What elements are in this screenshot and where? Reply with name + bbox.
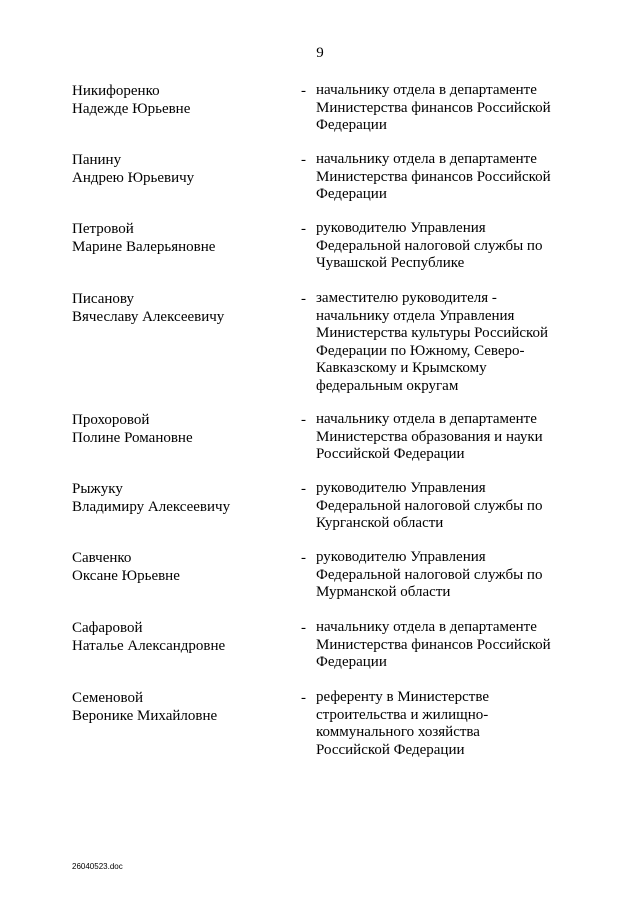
person-given-names: Полине Романовне bbox=[72, 430, 193, 446]
person-name bbox=[72, 82, 292, 118]
person-name bbox=[72, 151, 292, 187]
document-filename: 26040523.doc bbox=[72, 862, 123, 871]
entry-dash: - bbox=[301, 550, 306, 566]
person-surname: Писанову bbox=[72, 291, 134, 307]
position-line: заместителю руководителя - bbox=[316, 290, 497, 306]
position-title bbox=[316, 549, 616, 602]
entry-dash: - bbox=[301, 690, 306, 706]
entry-dash: - bbox=[301, 83, 306, 99]
entry-dash: - bbox=[301, 412, 306, 428]
person-surname: Сафаровой bbox=[72, 620, 143, 636]
person-name bbox=[72, 220, 292, 256]
person-surname: Савченко bbox=[72, 550, 132, 566]
position-title bbox=[316, 82, 616, 135]
person-given-names: Андрею Юрьевичу bbox=[72, 170, 195, 186]
entry-dash: - bbox=[301, 481, 306, 497]
person-name bbox=[72, 549, 292, 585]
position-line: Министерства финансов Российской bbox=[316, 168, 551, 185]
position-title bbox=[316, 411, 616, 464]
person-name bbox=[72, 290, 292, 326]
person-name bbox=[72, 619, 292, 655]
position-line: референту в Министерстве bbox=[316, 689, 489, 705]
entry-dash: - bbox=[301, 620, 306, 636]
person-given-names: Марине Валерьяновне bbox=[72, 239, 216, 255]
position-line: федеральным округам bbox=[316, 377, 459, 394]
position-line: Федерации по Южному, Северо- bbox=[316, 342, 525, 359]
position-line: начальнику отдела Управления bbox=[316, 307, 515, 324]
position-line: Федеральной налоговой службы по bbox=[316, 237, 543, 254]
person-name bbox=[72, 411, 292, 447]
position-title bbox=[316, 290, 616, 395]
person-surname: Никифоренко bbox=[72, 83, 160, 99]
person-given-names: Оксане Юрьевне bbox=[72, 568, 180, 584]
position-line: начальнику отдела в департаменте bbox=[316, 82, 537, 98]
position-line: Федеральной налоговой службы по bbox=[316, 497, 543, 514]
position-line: Российской Федерации bbox=[316, 446, 465, 462]
person-name bbox=[72, 689, 292, 725]
position-line: Министерства финансов Российской bbox=[316, 99, 551, 116]
position-line: Курганской области bbox=[316, 515, 444, 531]
position-line: начальнику отдела в департаменте bbox=[316, 151, 537, 167]
position-title bbox=[316, 220, 616, 273]
position-line: руководителю Управления bbox=[316, 549, 486, 565]
person-surname: Рыжуку bbox=[72, 481, 123, 497]
position-title bbox=[316, 480, 616, 533]
position-line: Федеральной налоговой службы по bbox=[316, 566, 543, 583]
person-given-names: Вячеславу Алексеевичу bbox=[72, 309, 225, 325]
position-line: коммунального хозяйства bbox=[316, 724, 480, 740]
person-given-names: Надежде Юрьевне bbox=[72, 101, 191, 117]
person-surname: Петровой bbox=[72, 221, 134, 237]
position-line: Кавказскому и Крымскому bbox=[316, 360, 487, 376]
position-line: Федерации bbox=[316, 117, 387, 133]
position-line: руководителю Управления bbox=[316, 220, 486, 236]
position-title bbox=[316, 689, 616, 759]
position-line: начальнику отдела в департаменте bbox=[316, 411, 537, 427]
person-given-names: Владимиру Алексеевичу bbox=[72, 499, 231, 515]
person-surname: Панину bbox=[72, 152, 122, 168]
person-given-names: Наталье Александровне bbox=[72, 638, 226, 654]
person-surname: Семеновой bbox=[72, 690, 144, 706]
entry-dash: - bbox=[301, 152, 306, 168]
position-line: Министерства образования и науки bbox=[316, 428, 543, 445]
position-line: Мурманской области bbox=[316, 584, 451, 600]
position-line: Федерации bbox=[316, 654, 387, 670]
page-number: 9 bbox=[316, 45, 324, 61]
person-name bbox=[72, 480, 292, 516]
position-line: Министерства культуры Российской bbox=[316, 325, 549, 341]
position-line: руководителю Управления bbox=[316, 480, 486, 496]
position-line: Федерации bbox=[316, 186, 387, 202]
position-line: начальнику отдела в департаменте bbox=[316, 619, 537, 635]
position-title bbox=[316, 151, 616, 204]
entry-dash: - bbox=[301, 221, 306, 237]
person-surname: Прохоровой bbox=[72, 412, 150, 428]
position-line: строительства и жилищно- bbox=[316, 706, 489, 723]
position-line: Министерства финансов Российской bbox=[316, 636, 551, 653]
person-given-names: Веронике Михайловне bbox=[72, 708, 218, 724]
entry-dash: - bbox=[301, 291, 306, 307]
position-title bbox=[316, 619, 616, 672]
position-line: Российской Федерации bbox=[316, 741, 465, 758]
position-line: Чувашской Республике bbox=[316, 255, 465, 271]
